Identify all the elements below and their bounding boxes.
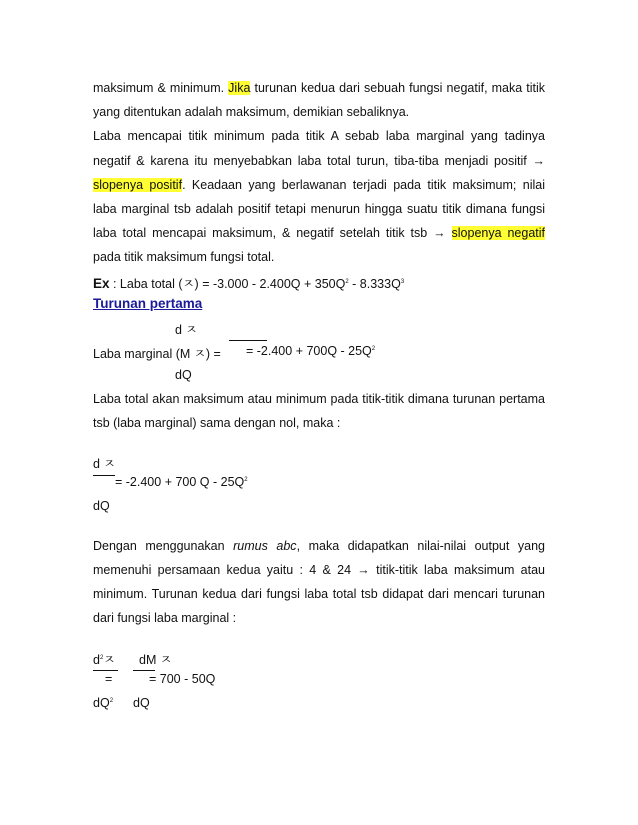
para3-line2: tsb (laba marginal) sama dengan nol, maka : xyxy=(93,416,341,430)
section-heading-turunan-pertama xyxy=(93,296,202,311)
text: dQ xyxy=(93,696,110,710)
para4-line3: minimum. Turunan kedua dari fungsi laba total tsb didapat dari mencari turunan xyxy=(93,587,545,601)
text: d xyxy=(93,653,100,667)
text: . Keadaan yang berlawanan terjadi pada titik maksimum; nilai xyxy=(182,178,545,192)
derivative-numerator: d ㅈ xyxy=(175,323,198,337)
text: = -2.400 + 700 Q - 25Q xyxy=(115,475,245,489)
eq3-numerator-2: dM ㅈ xyxy=(139,653,172,667)
text: maksimum & minimum. xyxy=(93,81,229,95)
highlight-slopenya-negatif: slopenya negatif xyxy=(451,226,545,240)
text: turunan kedua dari sebuah fungsi negatif, maka titik xyxy=(250,81,546,95)
para4-line2: memenuhi persamaan kedua yaitu : 4 & 24 → titik-titik laba maksimum atau xyxy=(93,563,545,577)
superscript: 3 xyxy=(400,278,405,285)
marginal-profit-rhs xyxy=(246,344,375,358)
eq3-rhs: = 700 - 50Q xyxy=(149,672,216,686)
text: , maka didapatkan nilai-nilai output yang xyxy=(296,539,546,553)
derivative-denominator: dQ xyxy=(175,368,192,382)
para2-line5 xyxy=(93,226,545,240)
eq3-denominator-1 xyxy=(93,696,113,710)
para4-line4: dari fungsi laba marginal : xyxy=(93,611,237,625)
highlight-jika: Jika xyxy=(228,81,251,95)
fraction-bar xyxy=(93,475,115,476)
text: - 8.333Q xyxy=(348,277,401,291)
para2-line1: Laba mencapai titik minimum pada titik A sebab laba marginal yang tadinya xyxy=(93,129,545,143)
superscript: 2 xyxy=(371,345,376,352)
fraction-bar xyxy=(229,340,267,341)
superscript: 2 xyxy=(109,697,114,704)
superscript: 2 xyxy=(99,654,104,661)
superscript: 2 xyxy=(244,476,248,483)
highlight-slopenya-positif: slopenya positif xyxy=(93,178,183,192)
eq2-rhs xyxy=(115,475,248,489)
eq3-equals: = xyxy=(105,672,113,686)
para2-line4: laba marginal tsb adalah positif tetapi menurun hingga suatu titik dimana fungsi xyxy=(93,202,545,216)
superscript: 2 xyxy=(345,278,349,285)
example-line xyxy=(93,274,404,292)
para3-line1: Laba total akan maksimum atau minimum pada titik-titik dimana turunan pertama xyxy=(93,392,545,406)
para1-line2: yang ditentukan adalah maksimum, demikian sebaliknya. xyxy=(93,105,410,119)
eq3-numerator-1 xyxy=(93,650,115,668)
text: = -2.400 + 700Q - 25Q xyxy=(246,344,372,358)
rumus-abc-italic: rumus abc xyxy=(233,539,297,553)
eq2-denominator: dQ xyxy=(93,499,110,513)
text: laba total mencapai maksimum, & negatif setelah titik tsb → xyxy=(93,226,452,240)
para2-line3 xyxy=(93,178,545,192)
text: Dengan menggunakan xyxy=(93,539,234,553)
fraction-bar xyxy=(93,670,118,671)
para4-line1 xyxy=(93,539,545,553)
para2-line6: pada titik maksimum fungsi total. xyxy=(93,250,275,264)
marginal-profit-lhs: Laba marginal (M ㅈ) = xyxy=(93,347,221,361)
text: ㅈ xyxy=(103,653,116,667)
fraction-bar xyxy=(133,670,155,671)
example-label: Ex xyxy=(93,276,110,291)
para2-line2: negatif & karena itu menyebabkan laba total turun, tiba-tiba menjadi positif → xyxy=(93,154,545,168)
eq2-numerator: d ㅈ xyxy=(93,457,116,471)
eq3-denominator-2: dQ xyxy=(133,696,150,710)
para1-line1 xyxy=(93,81,545,95)
text: : Laba total (ㅈ) = -3.000 - 2.400Q + 350Q xyxy=(109,277,346,291)
heading-text: Turunan pertama xyxy=(93,296,203,311)
